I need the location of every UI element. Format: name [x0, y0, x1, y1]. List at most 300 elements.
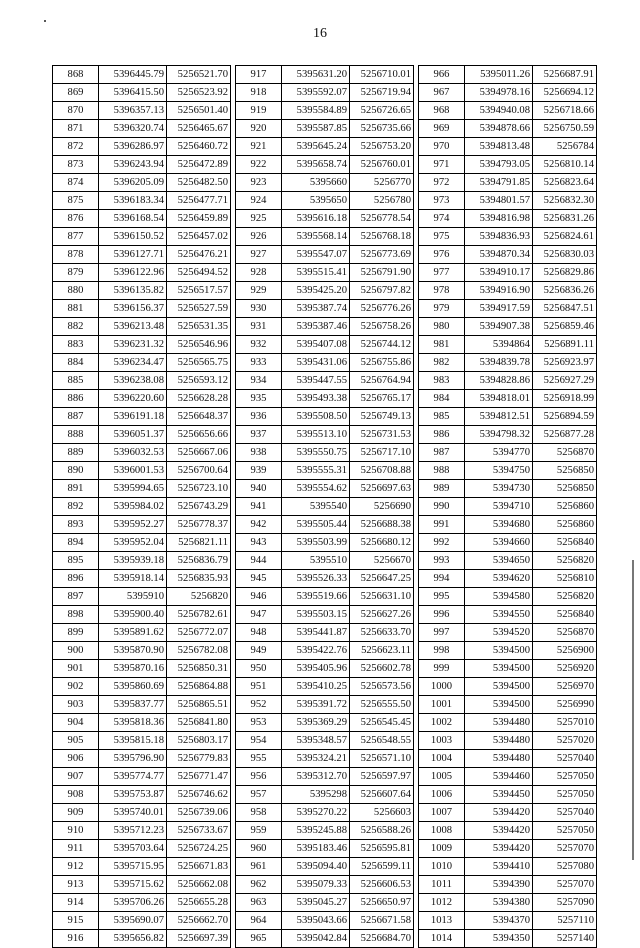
table-row — [419, 624, 597, 642]
point-number-cell: 982 — [419, 354, 465, 372]
y-coordinate-cell: 5256717.10 — [350, 444, 414, 462]
x-coordinate-cell: 5396238.08 — [99, 372, 167, 390]
y-coordinate-cell: 5256650.97 — [350, 894, 414, 912]
x-coordinate-cell: 5396168.54 — [99, 210, 167, 228]
point-number-cell: 1002 — [419, 714, 465, 732]
x-coordinate-cell: 5395387.46 — [282, 318, 350, 336]
x-coordinate-cell: 5394978.16 — [465, 84, 533, 102]
x-coordinate-cell: 5395547.07 — [282, 246, 350, 264]
x-coordinate-cell: 5394390 — [465, 876, 533, 894]
point-number-cell: 959 — [236, 822, 282, 840]
y-coordinate-cell: 5256770 — [350, 174, 414, 192]
y-coordinate-cell: 5256864.88 — [167, 678, 231, 696]
x-coordinate-cell: 5395900.40 — [99, 606, 167, 624]
table-row — [53, 282, 231, 300]
y-coordinate-cell: 5256860 — [533, 498, 597, 516]
x-coordinate-cell: 5395656.82 — [99, 930, 167, 948]
point-number-cell: 904 — [53, 714, 99, 732]
point-number-cell: 874 — [53, 174, 99, 192]
y-coordinate-cell: 5256765.17 — [350, 390, 414, 408]
y-coordinate-cell: 5256810.14 — [533, 156, 597, 174]
x-coordinate-cell: 5395043.66 — [282, 912, 350, 930]
x-coordinate-cell: 5395952.27 — [99, 516, 167, 534]
y-coordinate-cell: 5256726.65 — [350, 102, 414, 120]
y-coordinate-cell: 5256597.97 — [350, 768, 414, 786]
x-coordinate-cell: 5394500 — [465, 678, 533, 696]
table-row — [419, 768, 597, 786]
x-coordinate-cell: 5395818.36 — [99, 714, 167, 732]
y-coordinate-cell: 5256865.51 — [167, 696, 231, 714]
table-row — [236, 156, 414, 174]
x-coordinate-cell: 5396231.32 — [99, 336, 167, 354]
x-coordinate-cell: 5396205.09 — [99, 174, 167, 192]
y-coordinate-cell: 5256870 — [533, 624, 597, 642]
point-number-cell: 919 — [236, 102, 282, 120]
point-number-cell: 901 — [53, 660, 99, 678]
table-row — [419, 876, 597, 894]
y-coordinate-cell: 5256821.11 — [167, 534, 231, 552]
point-number-cell: 956 — [236, 768, 282, 786]
y-coordinate-cell: 5256548.55 — [350, 732, 414, 750]
x-coordinate-cell: 5395270.22 — [282, 804, 350, 822]
table-row — [236, 786, 414, 804]
point-number-cell: 993 — [419, 552, 465, 570]
x-coordinate-cell: 5396135.82 — [99, 282, 167, 300]
x-coordinate-cell: 5394650 — [465, 552, 533, 570]
point-number-cell: 897 — [53, 588, 99, 606]
x-coordinate-cell: 5396357.13 — [99, 102, 167, 120]
table-row — [53, 750, 231, 768]
table-row — [419, 264, 597, 282]
point-number-cell: 877 — [53, 228, 99, 246]
table-row — [419, 84, 597, 102]
point-number-cell: 902 — [53, 678, 99, 696]
y-coordinate-cell: 5257080 — [533, 858, 597, 876]
table-row — [236, 372, 414, 390]
point-number-cell: 1005 — [419, 768, 465, 786]
point-number-cell: 962 — [236, 876, 282, 894]
table-row — [53, 444, 231, 462]
table-row — [53, 228, 231, 246]
y-coordinate-cell: 5256850.31 — [167, 660, 231, 678]
x-coordinate-cell: 5395592.07 — [282, 84, 350, 102]
x-coordinate-cell: 5395645.24 — [282, 138, 350, 156]
x-coordinate-cell: 5395045.27 — [282, 894, 350, 912]
y-coordinate-cell: 5256523.92 — [167, 84, 231, 102]
x-coordinate-cell: 5395441.87 — [282, 624, 350, 642]
y-coordinate-cell: 5256656.66 — [167, 426, 231, 444]
table-row — [236, 534, 414, 552]
table-row — [236, 102, 414, 120]
x-coordinate-cell: 5395510 — [282, 552, 350, 570]
x-coordinate-cell: 5394878.66 — [465, 120, 533, 138]
point-number-cell: 976 — [419, 246, 465, 264]
x-coordinate-cell: 5394812.51 — [465, 408, 533, 426]
y-coordinate-cell: 5256602.78 — [350, 660, 414, 678]
x-coordinate-cell: 5395910 — [99, 588, 167, 606]
point-number-cell: 943 — [236, 534, 282, 552]
y-coordinate-cell: 5256697.39 — [167, 930, 231, 948]
x-coordinate-cell: 5395447.55 — [282, 372, 350, 390]
x-coordinate-cell: 5395860.69 — [99, 678, 167, 696]
y-coordinate-cell: 5256555.50 — [350, 696, 414, 714]
point-number-cell: 998 — [419, 642, 465, 660]
table-row — [236, 192, 414, 210]
x-coordinate-cell: 5395387.74 — [282, 300, 350, 318]
table-row — [53, 930, 231, 948]
y-coordinate-cell: 5256850 — [533, 462, 597, 480]
table-row — [53, 660, 231, 678]
y-coordinate-cell: 5256708.88 — [350, 462, 414, 480]
point-number-cell: 927 — [236, 246, 282, 264]
table-row — [419, 912, 597, 930]
x-coordinate-cell: 5395410.25 — [282, 678, 350, 696]
x-coordinate-cell: 5394480 — [465, 750, 533, 768]
table-row — [419, 678, 597, 696]
table-row — [236, 858, 414, 876]
y-coordinate-cell: 5256782.08 — [167, 642, 231, 660]
table-row — [53, 264, 231, 282]
table-row — [53, 534, 231, 552]
table-row — [53, 876, 231, 894]
table-row — [419, 552, 597, 570]
table-row — [53, 570, 231, 588]
point-number-cell: 900 — [53, 642, 99, 660]
table-row — [53, 642, 231, 660]
table-row — [419, 156, 597, 174]
x-coordinate-cell: 5395094.40 — [282, 858, 350, 876]
point-number-cell: 1010 — [419, 858, 465, 876]
point-number-cell: 932 — [236, 336, 282, 354]
point-number-cell: 967 — [419, 84, 465, 102]
y-coordinate-cell: 5256990 — [533, 696, 597, 714]
table-row — [53, 714, 231, 732]
y-coordinate-cell: 5256631.10 — [350, 588, 414, 606]
table-row — [236, 408, 414, 426]
point-number-cell: 953 — [236, 714, 282, 732]
table-row — [419, 228, 597, 246]
point-number-cell: 1004 — [419, 750, 465, 768]
y-coordinate-cell: 5257110 — [533, 912, 597, 930]
x-coordinate-cell: 5395348.57 — [282, 732, 350, 750]
y-coordinate-cell: 5256647.25 — [350, 570, 414, 588]
table-row — [53, 624, 231, 642]
y-coordinate-cell: 5257070 — [533, 840, 597, 858]
x-coordinate-cell: 5394500 — [465, 696, 533, 714]
x-coordinate-cell: 5395703.64 — [99, 840, 167, 858]
table-row — [236, 876, 414, 894]
point-number-cell: 873 — [53, 156, 99, 174]
x-coordinate-cell: 5395568.14 — [282, 228, 350, 246]
y-coordinate-cell: 5256894.59 — [533, 408, 597, 426]
x-coordinate-cell: 5395870.90 — [99, 642, 167, 660]
point-number-cell: 940 — [236, 480, 282, 498]
point-number-cell: 949 — [236, 642, 282, 660]
y-coordinate-cell: 5256750.59 — [533, 120, 597, 138]
table-row — [236, 138, 414, 156]
point-number-cell: 997 — [419, 624, 465, 642]
point-number-cell: 926 — [236, 228, 282, 246]
point-number-cell: 922 — [236, 156, 282, 174]
table-row — [419, 210, 597, 228]
point-number-cell: 969 — [419, 120, 465, 138]
point-number-cell: 884 — [53, 354, 99, 372]
y-coordinate-cell: 5257050 — [533, 822, 597, 840]
point-number-cell: 890 — [53, 462, 99, 480]
point-number-cell: 947 — [236, 606, 282, 624]
point-number-cell: 883 — [53, 336, 99, 354]
point-number-cell: 930 — [236, 300, 282, 318]
x-coordinate-cell: 5395298 — [282, 786, 350, 804]
x-coordinate-cell: 5395183.46 — [282, 840, 350, 858]
table-row — [419, 516, 597, 534]
y-coordinate-cell: 5256688.38 — [350, 516, 414, 534]
coordinates-table-2 — [235, 65, 414, 948]
table-row — [419, 336, 597, 354]
y-coordinate-cell: 5257090 — [533, 894, 597, 912]
y-coordinate-cell: 5256565.75 — [167, 354, 231, 372]
x-coordinate-cell: 5394864 — [465, 336, 533, 354]
y-coordinate-cell: 5256841.80 — [167, 714, 231, 732]
table-row — [53, 120, 231, 138]
y-coordinate-cell: 5256850 — [533, 480, 597, 498]
y-coordinate-cell: 5256870 — [533, 444, 597, 462]
point-number-cell: 987 — [419, 444, 465, 462]
point-number-cell: 966 — [419, 66, 465, 84]
table-row — [419, 246, 597, 264]
table-row — [236, 822, 414, 840]
point-number-cell: 916 — [53, 930, 99, 948]
x-coordinate-cell: 5395422.76 — [282, 642, 350, 660]
point-number-cell: 1013 — [419, 912, 465, 930]
table-row — [236, 300, 414, 318]
x-coordinate-cell: 5395513.10 — [282, 426, 350, 444]
y-coordinate-cell: 5257040 — [533, 750, 597, 768]
x-coordinate-cell: 5394793.05 — [465, 156, 533, 174]
table-row — [236, 354, 414, 372]
x-coordinate-cell: 5394580 — [465, 588, 533, 606]
x-coordinate-cell: 5396051.37 — [99, 426, 167, 444]
x-coordinate-cell: 5395891.62 — [99, 624, 167, 642]
x-coordinate-cell: 5395616.18 — [282, 210, 350, 228]
point-number-cell: 928 — [236, 264, 282, 282]
y-coordinate-cell: 5256690 — [350, 498, 414, 516]
point-number-cell: 1006 — [419, 786, 465, 804]
x-coordinate-cell: 5395369.29 — [282, 714, 350, 732]
table-row — [53, 516, 231, 534]
point-number-cell: 894 — [53, 534, 99, 552]
y-coordinate-cell: 5256797.82 — [350, 282, 414, 300]
point-number-cell: 878 — [53, 246, 99, 264]
table-row — [53, 552, 231, 570]
point-number-cell: 886 — [53, 390, 99, 408]
point-number-cell: 895 — [53, 552, 99, 570]
table-row — [53, 804, 231, 822]
x-coordinate-cell: 5395431.06 — [282, 354, 350, 372]
point-number-cell: 892 — [53, 498, 99, 516]
x-coordinate-cell: 5394480 — [465, 732, 533, 750]
table-row — [236, 84, 414, 102]
y-coordinate-cell: 5256731.53 — [350, 426, 414, 444]
point-number-cell: 913 — [53, 876, 99, 894]
table-row — [236, 318, 414, 336]
point-number-cell: 923 — [236, 174, 282, 192]
y-coordinate-cell: 5257040 — [533, 804, 597, 822]
x-coordinate-cell: 5395815.18 — [99, 732, 167, 750]
table-row — [236, 750, 414, 768]
table-row — [236, 444, 414, 462]
y-coordinate-cell: 5256970 — [533, 678, 597, 696]
point-number-cell: 872 — [53, 138, 99, 156]
x-coordinate-cell: 5395584.89 — [282, 102, 350, 120]
point-number-cell: 963 — [236, 894, 282, 912]
y-coordinate-cell: 5256648.37 — [167, 408, 231, 426]
table-row — [53, 768, 231, 786]
table-row — [419, 300, 597, 318]
y-coordinate-cell: 5256599.11 — [350, 858, 414, 876]
point-number-cell: 968 — [419, 102, 465, 120]
y-coordinate-cell: 5256823.64 — [533, 174, 597, 192]
table-row — [236, 912, 414, 930]
table-row — [419, 192, 597, 210]
table-row — [236, 930, 414, 948]
table-row — [53, 102, 231, 120]
point-number-cell: 960 — [236, 840, 282, 858]
y-coordinate-cell: 5256684.70 — [350, 930, 414, 948]
point-number-cell: 882 — [53, 318, 99, 336]
point-number-cell: 938 — [236, 444, 282, 462]
y-coordinate-cell: 5256778.37 — [167, 516, 231, 534]
point-number-cell: 961 — [236, 858, 282, 876]
x-coordinate-cell: 5395493.38 — [282, 390, 350, 408]
y-coordinate-cell: 5256820 — [533, 552, 597, 570]
point-number-cell: 907 — [53, 768, 99, 786]
y-coordinate-cell: 5256829.86 — [533, 264, 597, 282]
point-number-cell: 958 — [236, 804, 282, 822]
y-coordinate-cell: 5257050 — [533, 786, 597, 804]
point-number-cell: 906 — [53, 750, 99, 768]
table-row — [236, 660, 414, 678]
y-coordinate-cell: 5256772.07 — [167, 624, 231, 642]
point-number-cell: 915 — [53, 912, 99, 930]
point-number-cell: 985 — [419, 408, 465, 426]
point-number-cell: 964 — [236, 912, 282, 930]
y-coordinate-cell: 5256836.79 — [167, 552, 231, 570]
table-row — [53, 210, 231, 228]
table-row — [53, 858, 231, 876]
y-coordinate-cell: 5257140 — [533, 930, 597, 948]
point-number-cell: 876 — [53, 210, 99, 228]
x-coordinate-cell: 5394910.17 — [465, 264, 533, 282]
table-row — [419, 930, 597, 948]
x-coordinate-cell: 5395631.20 — [282, 66, 350, 84]
y-coordinate-cell: 5256623.11 — [350, 642, 414, 660]
y-coordinate-cell: 5256606.53 — [350, 876, 414, 894]
y-coordinate-cell: 5256494.52 — [167, 264, 231, 282]
point-number-cell: 974 — [419, 210, 465, 228]
point-number-cell: 868 — [53, 66, 99, 84]
y-coordinate-cell: 5256820 — [533, 588, 597, 606]
x-coordinate-cell: 5394370 — [465, 912, 533, 930]
table-row — [236, 714, 414, 732]
y-coordinate-cell: 5256476.21 — [167, 246, 231, 264]
y-coordinate-cell: 5256627.26 — [350, 606, 414, 624]
y-coordinate-cell: 5256733.67 — [167, 822, 231, 840]
y-coordinate-cell: 5256588.26 — [350, 822, 414, 840]
table-row — [53, 822, 231, 840]
y-coordinate-cell: 5256700.64 — [167, 462, 231, 480]
x-coordinate-cell: 5395555.31 — [282, 462, 350, 480]
x-coordinate-cell: 5395312.70 — [282, 768, 350, 786]
point-number-cell: 980 — [419, 318, 465, 336]
table-row — [236, 390, 414, 408]
table-row — [236, 516, 414, 534]
y-coordinate-cell: 5256820 — [167, 588, 231, 606]
point-number-cell: 939 — [236, 462, 282, 480]
table-row — [236, 66, 414, 84]
point-number-cell: 908 — [53, 786, 99, 804]
x-coordinate-cell: 5395740.01 — [99, 804, 167, 822]
coordinates-table-1 — [52, 65, 231, 948]
y-coordinate-cell: 5256920 — [533, 660, 597, 678]
table-row — [53, 498, 231, 516]
x-coordinate-cell: 5394450 — [465, 786, 533, 804]
point-number-cell: 887 — [53, 408, 99, 426]
y-coordinate-cell: 5256831.26 — [533, 210, 597, 228]
y-coordinate-cell: 5256697.63 — [350, 480, 414, 498]
x-coordinate-cell: 5396156.37 — [99, 300, 167, 318]
y-coordinate-cell: 5256571.10 — [350, 750, 414, 768]
x-coordinate-cell: 5394870.34 — [465, 246, 533, 264]
table-row — [419, 462, 597, 480]
point-number-cell: 933 — [236, 354, 282, 372]
point-number-cell: 981 — [419, 336, 465, 354]
x-coordinate-cell: 5395391.72 — [282, 696, 350, 714]
point-number-cell: 880 — [53, 282, 99, 300]
table-row — [419, 372, 597, 390]
point-number-cell: 1012 — [419, 894, 465, 912]
point-number-cell: 910 — [53, 822, 99, 840]
point-number-cell: 885 — [53, 372, 99, 390]
point-number-cell: 946 — [236, 588, 282, 606]
x-coordinate-cell: 5394480 — [465, 714, 533, 732]
x-coordinate-cell: 5394730 — [465, 480, 533, 498]
table-row — [53, 156, 231, 174]
point-number-cell: 990 — [419, 498, 465, 516]
y-coordinate-cell: 5256768.18 — [350, 228, 414, 246]
table-row — [419, 534, 597, 552]
table-row — [419, 318, 597, 336]
x-coordinate-cell: 5396191.18 — [99, 408, 167, 426]
x-coordinate-cell: 5395715.62 — [99, 876, 167, 894]
table-row — [236, 624, 414, 642]
x-coordinate-cell: 5394420 — [465, 804, 533, 822]
y-coordinate-cell: 5256780 — [350, 192, 414, 210]
y-coordinate-cell: 5256923.97 — [533, 354, 597, 372]
point-number-cell: 914 — [53, 894, 99, 912]
y-coordinate-cell: 5256517.57 — [167, 282, 231, 300]
table-row — [419, 498, 597, 516]
table-row — [53, 696, 231, 714]
table-row — [53, 408, 231, 426]
y-coordinate-cell: 5256595.81 — [350, 840, 414, 858]
x-coordinate-cell: 5394813.48 — [465, 138, 533, 156]
table-row — [236, 282, 414, 300]
y-coordinate-cell: 5256628.28 — [167, 390, 231, 408]
x-coordinate-cell: 5394770 — [465, 444, 533, 462]
x-coordinate-cell: 5395918.14 — [99, 570, 167, 588]
point-number-cell: 954 — [236, 732, 282, 750]
